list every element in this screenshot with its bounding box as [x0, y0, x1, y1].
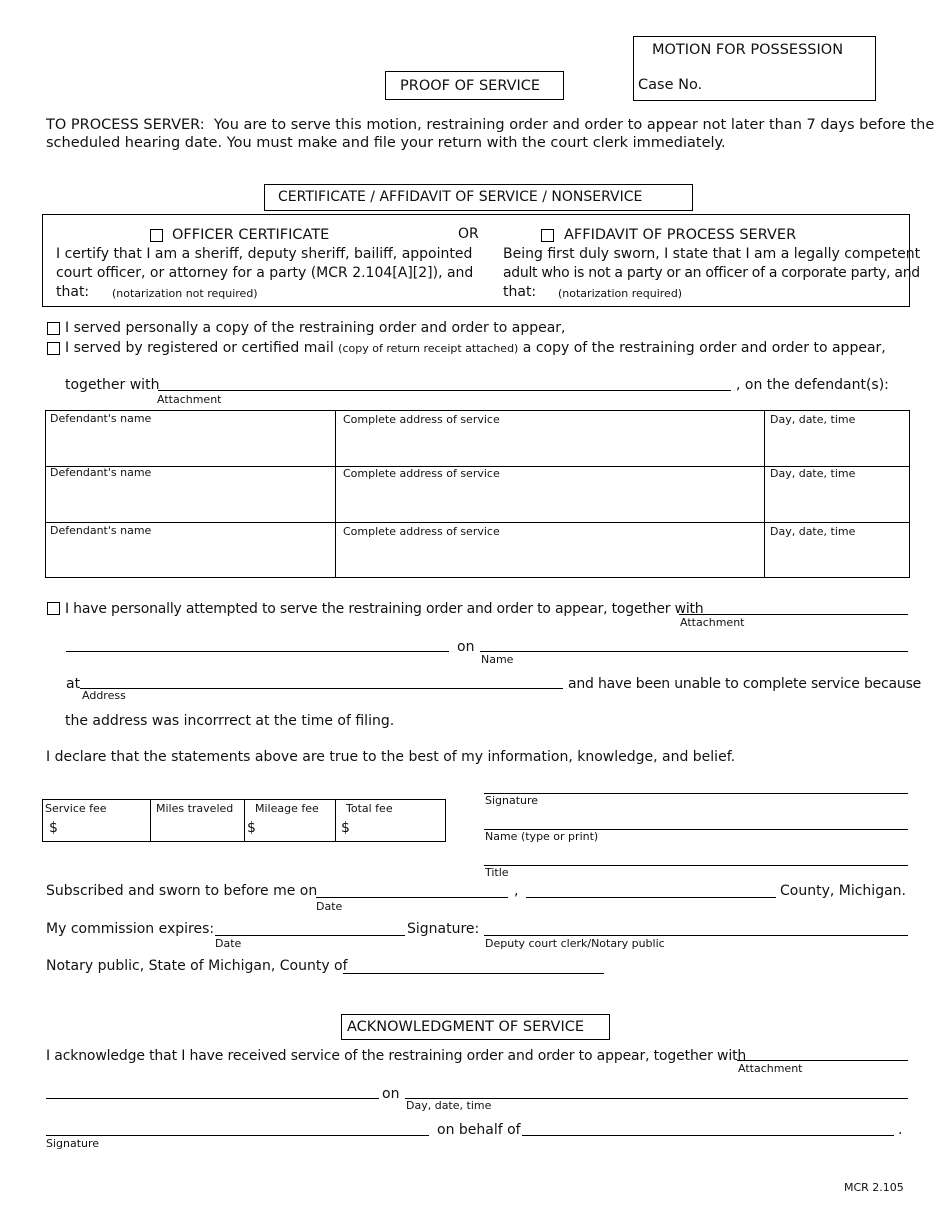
subscribed-text: Subscribed and sworn to before me on [46, 883, 318, 899]
served-by-mail-b: a copy of the restraining order and order to appear, [522, 340, 886, 356]
service-fee-dollar[interactable]: $ [49, 820, 58, 836]
affidavit-text-line1: Being first duly sworn, I state that I am a legally competent [503, 246, 921, 262]
county-line[interactable] [526, 897, 776, 898]
ack-attachment-line[interactable] [737, 1060, 908, 1061]
defendant-name-cell[interactable]: Defendant's name [50, 466, 152, 479]
on-behalf-of-label: on behalf of [437, 1122, 521, 1138]
time-cell[interactable]: Day, date, time [770, 525, 856, 538]
affidavit-notarization-note: (notarization required) [558, 287, 683, 300]
instructions-line2: scheduled hearing date. You must make and file your return with the court clerk immediately. [46, 135, 726, 151]
fees-col-divider [244, 799, 245, 842]
officer-text-line2: court officer, or attorney for a party (MCR 2.104[A][2]), and [56, 265, 474, 281]
attempted-service-checkbox[interactable] [47, 602, 60, 615]
served-by-mail-a: I served by registered or certified mail [65, 340, 334, 356]
served-by-mail-checkbox[interactable] [47, 342, 60, 355]
total-fee-dollar[interactable]: $ [341, 820, 350, 836]
total-fee-label: Total fee [346, 802, 393, 815]
served-personally-checkbox[interactable] [47, 322, 60, 335]
officer-certificate-title: OFFICER CERTIFICATE [172, 227, 330, 243]
mileage-fee-label: Mileage fee [255, 802, 319, 815]
ack-day-date-time-label: Day, date, time [406, 1099, 492, 1112]
defendants-table [45, 410, 910, 578]
fees-col-divider [150, 799, 151, 842]
commission-date-line[interactable] [215, 935, 405, 936]
ack-on-label: on [382, 1086, 400, 1102]
motion-title: MOTION FOR POSSESSION [652, 42, 844, 58]
affidavit-text-line2: adult who is not a party or an officer of a corporate party, and [503, 265, 920, 281]
notary-county-line[interactable] [343, 973, 604, 974]
notary-signature-line[interactable] [484, 935, 908, 936]
on-behalf-period: . [898, 1122, 903, 1138]
affidavit-title: AFFIDAVIT OF PROCESS SERVER [564, 227, 797, 243]
nonservice-name-line[interactable] [480, 651, 908, 652]
table-row-divider [45, 522, 910, 523]
service-fee-label: Service fee [45, 802, 107, 815]
instructions-lead: TO PROCESS SERVER: [46, 117, 205, 133]
signature-label: Signature [485, 794, 539, 807]
defendant-name-cell[interactable]: Defendant's name [50, 412, 152, 425]
title-label: Title [485, 866, 509, 879]
served-by-mail-note: (copy of return receipt attached) [338, 342, 519, 355]
signature-line[interactable] [484, 793, 908, 794]
subscribed-comma: , [514, 883, 519, 899]
defendant-name-cell[interactable]: Defendant's name [50, 524, 152, 537]
instructions-text1: You are to serve this motion, restraining order and order to appear not later than 7 days before the [213, 117, 935, 133]
name-print-label: Name (type or print) [485, 830, 599, 843]
nonservice-attachment-label: Attachment [680, 616, 745, 629]
served-personally-text: I served personally a copy of the restraining order and order to appear, [65, 320, 566, 336]
case-no-label: Case No. [638, 77, 703, 93]
nonservice-reason: the address was incorrrect at the time of filing. [65, 713, 395, 729]
time-cell[interactable]: Day, date, time [770, 413, 856, 426]
instructions-line1 [46, 117, 935, 133]
nonservice-address-line[interactable] [80, 688, 563, 689]
served-by-mail-text [65, 340, 886, 356]
together-with-label: together with [65, 377, 160, 393]
title-line[interactable] [484, 865, 908, 866]
address-cell[interactable]: Complete address of service [343, 413, 500, 426]
officer-certificate-checkbox[interactable] [150, 229, 163, 242]
subscribed-date-label: Date [316, 900, 343, 913]
on-behalf-of-line[interactable] [522, 1135, 894, 1136]
proof-of-service-title: PROOF OF SERVICE [400, 78, 541, 94]
county-michigan-label: County, Michigan. [780, 883, 906, 899]
officer-text-line1: I certify that I am a sheriff, deputy sheriff, bailiff, appointed [56, 246, 473, 262]
subscribed-date-line[interactable] [316, 897, 508, 898]
ack-date-line-left[interactable] [46, 1098, 379, 1099]
declaration-text: I declare that the statements above are true to the best of my information, knowledge, and belief. [46, 749, 736, 765]
table-col-divider [335, 410, 336, 578]
table-col-divider [764, 410, 765, 578]
unable-to-serve-text: and have been unable to complete service because [568, 676, 922, 692]
nonservice-name-label: Name [481, 653, 514, 666]
ack-attachment-label: Attachment [738, 1062, 803, 1075]
nonservice-date-line[interactable] [66, 651, 449, 652]
nonservice-at-label: at [66, 676, 81, 692]
officer-notarization-note: (notarization not required) [112, 287, 258, 300]
certificate-title: CERTIFICATE / AFFIDAVIT OF SERVICE / NONSERVICE [278, 189, 643, 205]
commission-date-label: Date [215, 937, 242, 950]
address-cell[interactable]: Complete address of service [343, 467, 500, 480]
address-cell[interactable]: Complete address of service [343, 525, 500, 538]
ack-signature-label: Signature [46, 1137, 100, 1150]
affidavit-text-line3: that: [503, 284, 537, 300]
acknowledgment-text: I acknowledge that I have received service of the restraining order and order to appear, together with [46, 1048, 747, 1064]
mileage-fee-dollar[interactable]: $ [247, 820, 256, 836]
time-cell[interactable]: Day, date, time [770, 467, 856, 480]
notary-public-label: Notary public, State of Michigan, County of [46, 958, 348, 974]
nonservice-on-label: on [457, 639, 475, 655]
deputy-clerk-label: Deputy court clerk/Notary public [485, 937, 665, 950]
on-defendants-label: , on the defendant(s): [736, 377, 889, 393]
miles-traveled-label: Miles traveled [156, 802, 234, 815]
form-code: MCR 2.105 [844, 1181, 904, 1194]
acknowledgment-title: ACKNOWLEDGMENT OF SERVICE [347, 1019, 585, 1035]
nonservice-address-label: Address [82, 689, 126, 702]
attachment-label: Attachment [157, 393, 222, 406]
fees-col-divider [335, 799, 336, 842]
affidavit-checkbox[interactable] [541, 229, 554, 242]
attachment-line[interactable] [158, 390, 731, 391]
or-label: OR [458, 226, 479, 242]
notary-signature-label: Signature: [407, 921, 480, 937]
nonservice-attachment-line[interactable] [679, 614, 908, 615]
officer-text-line3: that: [56, 284, 90, 300]
commission-expires-label: My commission expires: [46, 921, 215, 937]
ack-signature-line[interactable] [46, 1135, 429, 1136]
attempted-service-text: I have personally attempted to serve the restraining order and order to appear, together with [65, 601, 704, 617]
